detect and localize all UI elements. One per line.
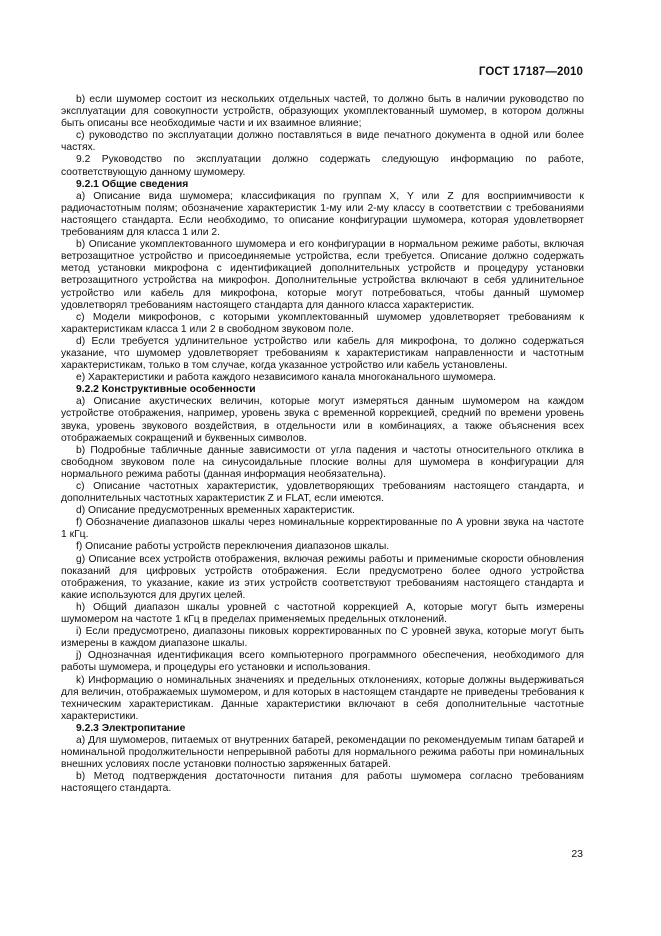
document-body [61,94,584,795]
paragraph: b) если шумомер состоит из нескольких отдельных частей, то должно быть в наличии руководство по эксплуатации для совокупности устройств, образующих укомплектованный шумомер, в котором должны быть описаны все необходимые части и их взаимное влияние; [61,94,584,130]
paragraph: f) Обозначение диапазонов шкалы через номинальные корректированные по А уровни звука на частоте 1 кГц. [61,517,584,541]
paragraph: a) Описание акустических величин, которые могут измеряться данным шумомером на каждом устройстве отображения, например, уровень звука с временной коррекцией, средний по времени уровень звука, уровень звукового воздействия, в отдельности или в комбинациях, а также объяснения всех отображаемых сокращений и буквенных символов. [61,396,584,444]
paragraph: d) Если требуется удлинительное устройство или кабель для микрофона, то должно содержаться указание, что шумомер удовлетворяет требованиям к характеристикам направленности и частотным характеристикам, только в том случае, когда указанное устройство или кабель установлены. [61,335,584,372]
paragraph: a) Описание вида шумомера; классификация по группам X, Y или Z для восприимчивости к радиочастотным полям; обозначение характеристик 1-му или 2-му классу в соответствии с требованиями настоящего стандарта. Если необходимо, то описание конфигурации шумомера, которая удовлетворяет требованиям для класса 1 или 2. [61,190,584,239]
page-number: 23 [571,848,583,860]
paragraph: c) руководство по эксплуатации должно поставляться в виде печатного документа в одной или более частях. [61,130,584,154]
standard-number-header: ГОСТ 17187—2010 [478,66,583,78]
section-heading: 9.2.1 Общие сведения [76,178,189,190]
paragraph: b) Подробные табличные данные зависимости от угла падения и частоты относительного отклика в свободном звуковом поле на синусоидальные плоские волны для шумомера в конфигурации для нормального режима работы (данная информация необязательна). [61,444,584,480]
paragraph: 9.2 Руководство по эксплуатации должно содержать следующую информацию по работе, соответствующую данному шумомеру. [61,154,584,178]
section-heading: 9.2.2 Конструктивные особенности [76,384,256,396]
paragraph: b) Описание укомплектованного шумомера и его конфигурации в нормальном режиме работы, включая ветрозащитное устройство и присоединяемые устройства, если требуется. Описание должно содержать метод установки микрофона с идентификацией дополнительных устройств и процедуру установки ветрозащитного устройства на микрофон. Дополнительные устройства включают в себя удлинительное устройство или кабель для микрофона, которые могут потребоваться, чтобы данный шумомер удовлетворял требованиям настоящего стандарта для данного класса характеристик. [61,239,584,311]
paragraph: j) Однозначная идентификация всего компьютерного программного обеспечения, необходимого для работы шумомера, и процедуры его установки и использования. [61,650,584,674]
paragraph: g) Описание всех устройств отображения, включая режимы работы и применимые скорости обновления показаний для цифровых устройств отображения. Если предусмотрено более одного устройства отображения, то указание, какие из этих устройств соответствуют требованиям настоящего стандарта и какие используются для других целей. [61,553,584,601]
paragraph: h) Общий диапазон шкалы уровней с частотной коррекцией А, которые могут быть измерены шумомером на частоте 1 кГц в пределах применяемых предельных отклонений. [61,601,584,626]
section-heading: 9.2.3 Электропитание [76,722,186,734]
paragraph: b) Метод подтверждения достаточности питания для работы шумомера согласно требованиям настоящего стандарта. [61,771,584,795]
paragraph: e) Характеристики и работа каждого независимого канала многоканального шумомера. [76,372,496,384]
paragraph: f) Описание работы устройств переключения диапазонов шкалы. [76,541,390,553]
paragraph: a) Для шумомеров, питаемых от внутренних батарей, рекомендации по рекомендуемым типам батарей и номинальной продолжительности непрерывной работы для нормального режима работы при номинальных внешних условиях после установки полностью заряженных батарей. [61,734,584,771]
paragraph: k) Информацию о номинальных значениях и предельных отклонениях, которые должны выдерживаться для величин, отображаемых шумомером, и для которых в настоящем стандарте не приведены требования к техническим характеристикам. Данные характеристики включают в себя дополнительные частотные характеристики. [61,674,584,722]
paragraph: d) Описание предусмотренных временных характеристик. [76,505,355,517]
paragraph: c) Описание частотных характеристик, удовлетворяющих требованиям настоящего стандарта, и дополнительных частотных характеристик Z и FLAT, если имеются. [61,481,584,505]
paragraph: i) Если предусмотрено, диапазоны пиковых корректированных по С уровней звука, которые могут быть измерены в каждом диапазоне шкалы. [61,626,584,650]
paragraph: c) Модели микрофонов, с которыми укомплектованный шумомер удовлетворяет требованиям к характеристикам класса 1 или 2 в свободном звуковом поле. [61,311,584,335]
